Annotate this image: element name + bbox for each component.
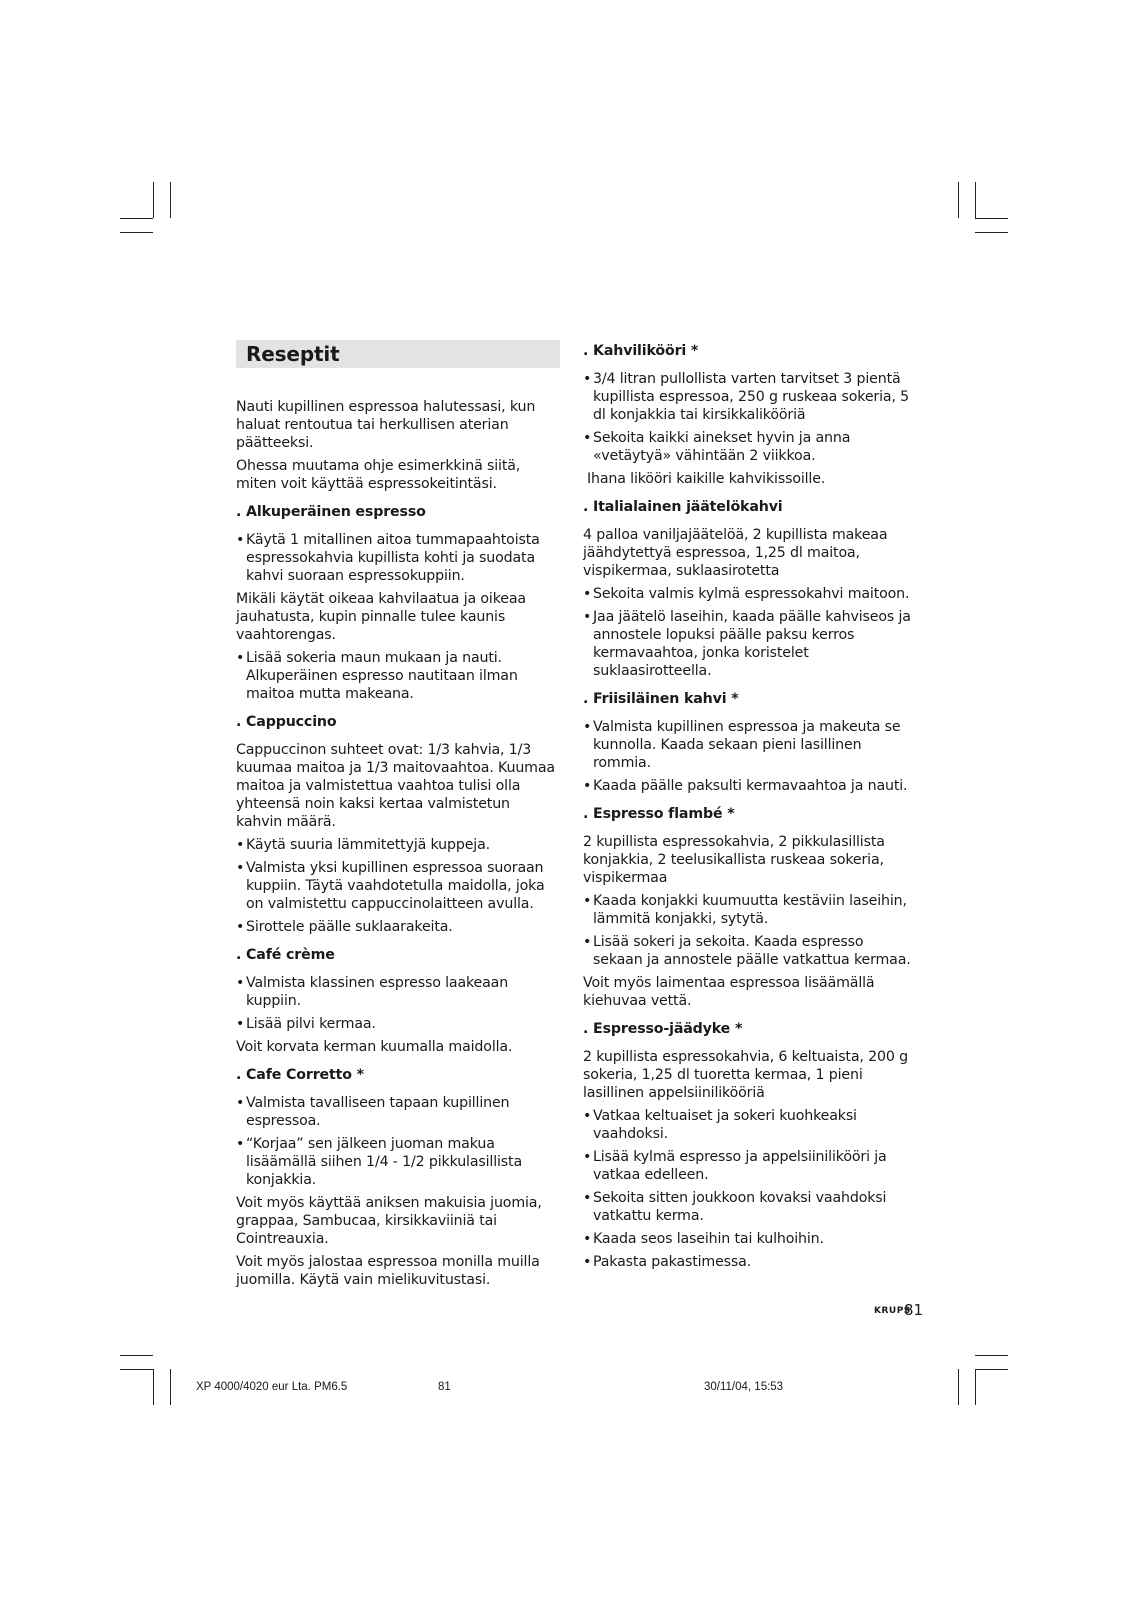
list-item: • Sekoita kaikki ainekset hyvin ja anna «vetäytyä» vähintään 2 viikkoa.: [583, 429, 913, 465]
crop-mark: [975, 1369, 976, 1405]
brand-logo: KRUPS: [874, 1306, 911, 1316]
list-item: • Kaada konjakki kuumuutta kestäviin laseihin, lämmitä konjakki, sytytä.: [583, 892, 913, 928]
recipe-paragraph: 2 kupillista espressokahvia, 2 pikkulasillista konjakkia, 2 teelusikallista ruskeaa sokeria, vispikermaa: [583, 834, 885, 886]
footer-page: 81: [438, 1381, 451, 1393]
recipe-paragraph: Mikäli käytät oikeaa kahvilaatua ja oikeaa jauhatusta, kupin pinnalle tulee kaunis vaahtorengas.: [236, 591, 526, 643]
footer-date: 30/11/04, 15:53: [704, 1381, 784, 1393]
recipe-paragraph: Voit korvata kerman kuumalla maidolla.: [236, 1039, 513, 1055]
footer-file: XP 4000/4020 eur Lta. PM6.5: [196, 1381, 348, 1393]
crop-mark: [170, 1369, 171, 1405]
list-item: • 3/4 litran pullollista varten tarvitset 3 pientä kupillista espressoa, 250 g ruskeaa sokeria, 5 dl konjakkia tai kirsikkalikööriä: [583, 370, 913, 424]
crop-mark: [153, 1369, 154, 1405]
crop-mark: [120, 1369, 153, 1370]
recipe-heading: . Kahvilikööri *: [583, 343, 699, 359]
list-item: • “Korjaa” sen jälkeen juoman makua lisäämällä siihen 1/4 - 1/2 pikkulasillista konjakkia.: [236, 1135, 560, 1189]
list-item: • Vatkaa keltuaiset ja sokeri kuohkeaksi vaahdoksi.: [583, 1107, 913, 1143]
crop-mark: [170, 182, 171, 218]
list-item: • Lisää pilvi kermaa.: [236, 1015, 560, 1033]
recipe-heading: . Café crème: [236, 947, 335, 963]
list-item: • Jaa jäätelö laseihin, kaada päälle kahviseos ja annostele lopuksi päälle paksu kerros kermavaahtoa, jonka koristelet suklaasirotteella.: [583, 608, 913, 680]
recipe-heading: . Italialainen jäätelökahvi: [583, 499, 783, 515]
recipe-heading: . Espresso-jäädyke *: [583, 1021, 743, 1037]
list-item: • Sekoita valmis kylmä espressokahvi maitoon.: [583, 585, 913, 603]
intro-paragraph: Ohessa muutama ohje esimerkkinä siitä, miten voit käyttää espressokeitintäsi.: [236, 458, 521, 492]
crop-mark: [958, 182, 959, 218]
intro-paragraph: Nauti kupillinen espressoa halutessasi, kun haluat rentoutua tai herkullisen aterian päätteeksi.: [236, 399, 536, 451]
recipe-paragraph: 4 palloa vaniljajäätelöä, 2 kupillista makeaa jäähdytettyä espressoa, 1,25 dl maitoa, vispikermaa, suklaasirotetta: [583, 527, 888, 579]
recipe-heading: . Alkuperäinen espresso: [236, 504, 426, 520]
crop-mark: [120, 232, 153, 233]
recipe-heading: . Friisiläinen kahvi *: [583, 691, 739, 707]
page-title: Reseptit: [236, 340, 560, 368]
recipe-paragraph: Voit myös jalostaa espressoa monilla muilla juomilla. Käytä vain mielikuvitustasi.: [236, 1254, 540, 1288]
left-column: [236, 340, 560, 1294]
list-item: • Valmista yksi kupillinen espressoa suoraan kuppiin. Täytä vaahdotetulla maidolla, joka on valmistettu cappuccinolaitteen avulla.: [236, 859, 560, 913]
recipe-heading: . Cappuccino: [236, 714, 337, 730]
recipe-paragraph: Voit myös käyttää aniksen makuisia juomia, grappaa, Sambucaa, kirsikkaviiniä tai Cointreauxia.: [236, 1195, 542, 1247]
crop-mark: [975, 182, 976, 218]
list-item: • Kaada päälle paksulti kermavaahtoa ja nauti.: [583, 777, 913, 795]
list-item: • Valmista klassinen espresso laakeaan kuppiin.: [236, 974, 560, 1010]
list-item: • Lisää sokeri ja sekoita. Kaada espresso sekaan ja annostele päälle vatkattua kermaa.: [583, 933, 913, 969]
crop-mark: [975, 1369, 1008, 1370]
recipe-paragraph: Voit myös laimentaa espressoa lisäämällä kiehuvaa vettä.: [583, 975, 875, 1009]
crop-mark: [153, 182, 154, 218]
crop-mark: [120, 1355, 153, 1356]
crop-mark: [975, 218, 1008, 219]
recipe-paragraph: Cappuccinon suhteet ovat: 1/3 kahvia, 1/3 kuumaa maitoa ja 1/3 maitovaahtoa. Kuumaa maitoa ja valmistettua vaahtoa tulisi olla yhteensä noin kaksi kertaa valmistetun kahvin määrä.: [236, 742, 555, 830]
crop-mark: [120, 218, 153, 219]
list-item: • Lisää sokeria maun mukaan ja nauti. Alkuperäinen espresso nautitaan ilman maitoa mutta makeana.: [236, 649, 560, 703]
crop-mark: [958, 1369, 959, 1405]
list-item: • Sekoita sitten joukkoon kovaksi vaahdoksi vatkattu kerma.: [583, 1189, 913, 1225]
list-item: • Valmista tavalliseen tapaan kupillinen espressoa.: [236, 1094, 560, 1130]
page-number: 81: [904, 1301, 924, 1319]
right-column: [583, 342, 913, 1276]
list-item: • Käytä 1 mitallinen aitoa tummapaahtoista espressokahvia kupillista kohti ja suodata kahvi suoraan espressokuppiin.: [236, 531, 560, 585]
list-item: • Lisää kylmä espresso ja appelsiinilikööri ja vatkaa edelleen.: [583, 1148, 913, 1184]
crop-mark: [975, 232, 1008, 233]
list-item: • Valmista kupillinen espressoa ja makeuta se kunnolla. Kaada sekaan pieni lasillinen rommia.: [583, 718, 913, 772]
list-item: • Kaada seos laseihin tai kulhoihin.: [583, 1230, 913, 1248]
list-item: • Pakasta pakastimessa.: [583, 1253, 913, 1271]
recipe-paragraph: Ihana likööri kaikille kahvikissoille.: [587, 471, 826, 487]
crop-mark: [975, 1355, 1008, 1356]
list-item: • Sirottele päälle suklaarakeita.: [236, 918, 560, 936]
recipe-heading: . Espresso flambé *: [583, 806, 735, 822]
list-item: • Käytä suuria lämmitettyjä kuppeja.: [236, 836, 560, 854]
recipe-heading: . Cafe Corretto *: [236, 1067, 364, 1083]
recipe-paragraph: 2 kupillista espressokahvia, 6 keltuaista, 200 g sokeria, 1,25 dl tuoretta kermaa, 1 pieni lasillinen appelsiinilikööriä: [583, 1049, 908, 1101]
